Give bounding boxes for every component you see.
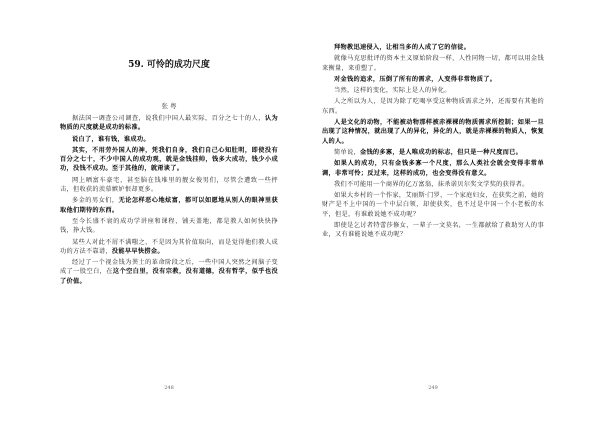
bold-text-segment: 无论怎样恶心地炫富，都可以如愿地从别人的眼神里获取他们期待的东西。 bbox=[60, 197, 278, 214]
paragraph bbox=[322, 86, 544, 95]
bold-text-segment: 认为物质的尺度就是成功的标准。 bbox=[60, 115, 278, 132]
text-segment: 即使是乞讨者特蕾莎修女，一辈子一文莫名，一生都献给了救助穷人的事业，又有谁能说她不成功呢？ bbox=[322, 222, 544, 239]
text-segment: 人之所以为人，是因为除了吃喝享受这种物质需求之外，还需要有其他的东西。 bbox=[322, 98, 544, 115]
bold-text-segment: 对金钱的追求，压倒了所有的需求，人变得非常物质了。 bbox=[334, 75, 497, 83]
paragraph bbox=[60, 238, 278, 257]
text-segment: 网上晒富车豪宅，甚至脑在钱堆里的靓女俊男们，尽管会遭致一些抨击，但收获的羡慕嫉妒恨却更多。 bbox=[60, 176, 278, 194]
text-segment: 某些人对此不屑不满嗤之，不是因为其价值取向，而是觉得他们教人成功的方法不靠谱， bbox=[60, 238, 278, 255]
right-page bbox=[322, 0, 544, 421]
paragraph bbox=[60, 258, 278, 286]
bold-text-segment: 拜物教迅速侵入，让相当多的人成了它的信徒。 bbox=[334, 44, 471, 51]
text-segment: 多金的男女们， bbox=[72, 197, 119, 205]
text-segment: 简单说， bbox=[334, 148, 360, 156]
bold-text-segment: 这个空白里，没有宗教，没有道德，没有哲学，似乎也没了价值。 bbox=[60, 268, 279, 285]
page-number-right: 249 bbox=[428, 385, 438, 391]
article-author: 张 粤 bbox=[161, 102, 177, 110]
text-segment: 如果大乡村的一个作家，艾丽斯·门罗，一个家庭妇女，在获奖之前，她的财产是不上中国的一个中层白领，却使获奖，也不过是中国一个小老板的水平，但是，有谁敢说她不成功呢？ bbox=[322, 192, 544, 218]
bold-text-segment: 说白了，谁有钱，谁成功。 bbox=[72, 135, 150, 143]
left-page-body bbox=[60, 114, 278, 288]
left-page bbox=[60, 0, 278, 421]
paragraph bbox=[60, 146, 278, 174]
paragraph bbox=[322, 159, 544, 178]
paragraph bbox=[322, 97, 544, 116]
text-segment: 我们不可能用一个商界的亿万富翁，抹杀诺贝尔奖文学奖的获得者。 bbox=[334, 180, 529, 188]
bold-text-segment: 金钱的多寡，是人唯成功的标志，但只是一种尺度而已。 bbox=[359, 148, 523, 156]
paragraph bbox=[322, 221, 544, 240]
paragraph bbox=[322, 191, 544, 219]
bold-text-segment: 其实，不用劳外国人的神，凭我们自身，我们自己心知肚明，即使没有百分之七十，不少中国人的成功观，就是金钱挂帅，钱多大成功，钱少小成功，没钱不成功。至于其他的，就甭谈了。 bbox=[60, 146, 278, 173]
bold-text-segment: 没能早早快捞金。 bbox=[111, 247, 164, 255]
paragraph bbox=[322, 43, 544, 52]
text-segment: 据法国一调查公司调查，说我们中国人最实际，百分之七十的人， bbox=[72, 115, 265, 122]
paragraph bbox=[322, 148, 544, 157]
text-segment: 至今长盛不衰的成功学讲座和课程，铺天盖地，都是教人如何快快挣钱，挣大钱。 bbox=[60, 217, 278, 235]
page-number-left: 248 bbox=[164, 385, 174, 391]
right-page-body bbox=[322, 43, 544, 242]
paragraph bbox=[322, 118, 544, 146]
bold-text-segment: 如果人的成功，只有金钱多寡一个尺度，那么人类社会就会变得非常单调，非常可怜；反过来，这样的成功，也会变得没有意义。 bbox=[322, 160, 544, 177]
article-title: 59. 可怜的成功尺度 bbox=[128, 60, 210, 70]
paragraph bbox=[322, 180, 544, 189]
bold-text-segment: 人是文化的动物，不能被动物那样被赤裸裸的物质需求所控制；如果一旦出现了这种情况，就出现了人的异化，异化的人，就是赤裸裸的物质人，恢复人的人。 bbox=[322, 119, 544, 145]
paragraph bbox=[322, 75, 544, 84]
paragraph bbox=[60, 114, 278, 133]
paragraph bbox=[60, 217, 278, 236]
text-segment: 就像马克思批评的资本主义原始阶段一样，人性同物一切，都可以用金钱来衡量，来重塑了。 bbox=[322, 55, 544, 72]
text-segment: 经过了一个视金钱为粪土的革命阶段之后，一些中国人突然之间脑子变成了一股空白，在 bbox=[60, 259, 278, 276]
paragraph bbox=[60, 196, 278, 215]
paragraph bbox=[322, 54, 544, 73]
paragraph bbox=[60, 176, 278, 195]
text-segment: 当然，这样的变化，实际上是人的异化。 bbox=[334, 87, 451, 95]
paragraph bbox=[60, 135, 278, 144]
